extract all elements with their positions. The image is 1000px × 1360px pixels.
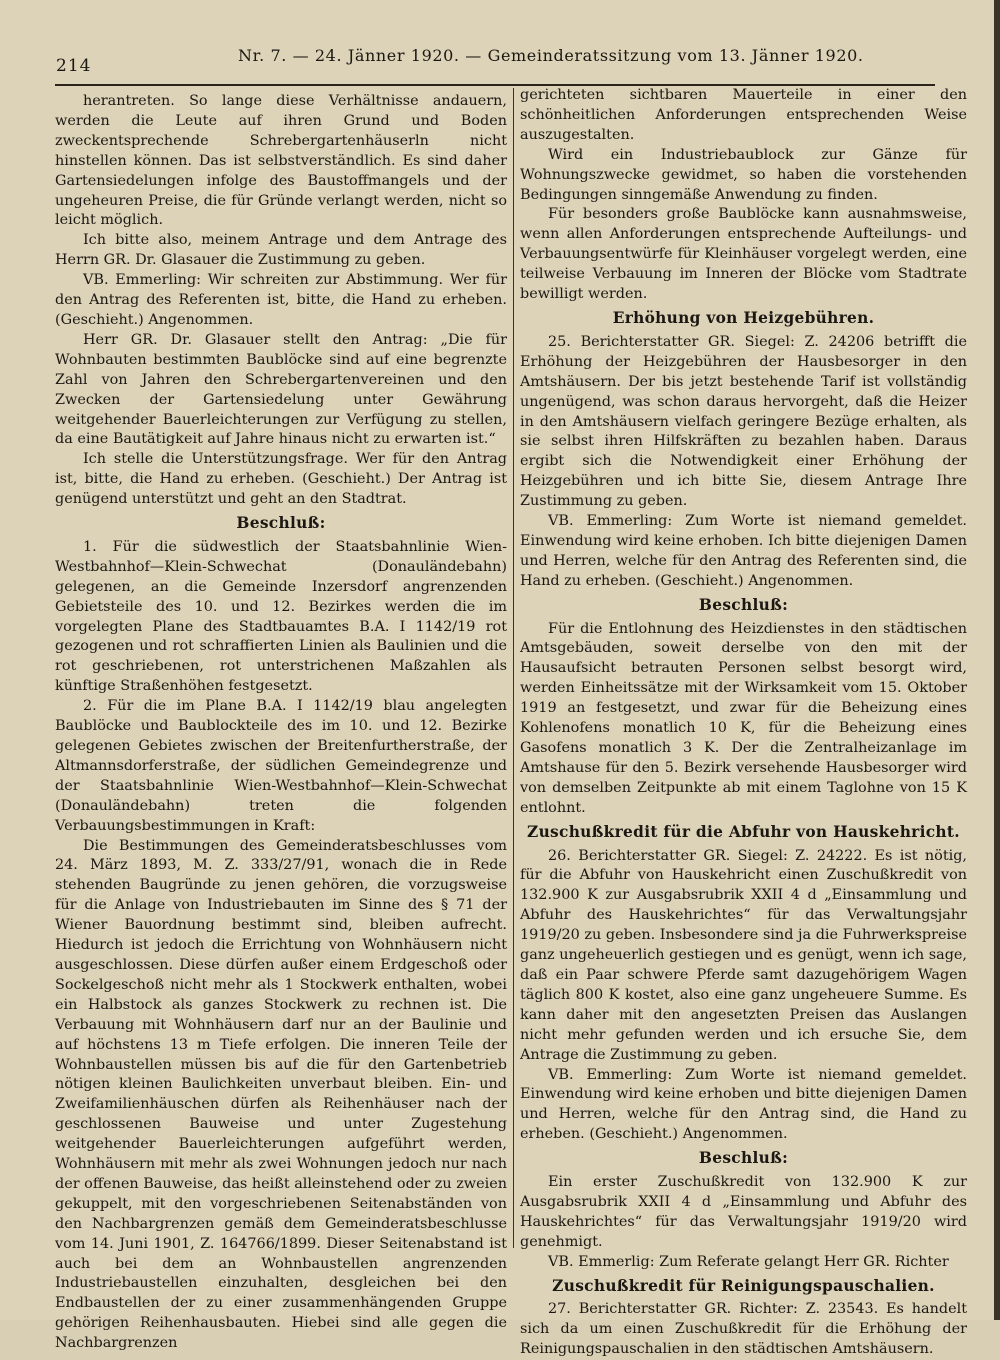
paragraph: VB. Emmerling: Wir schreiten zur Abstimmung. Wer für den Antrag des Referenten ist, bitte, die Hand zu erheben. (Geschieht.) Angenommen. [55,272,507,328]
issue-line: Nr. 7. — 24. Jänner 1920. — Gemeinderatssitzung vom 13. Jänner 1920. [238,46,864,65]
paragraph: Herr GR. Dr. Glasauer stellt den Antrag: „Die für Wohnbauten bestimmten Baublöcke sind auf eine begrenzte Zahl von Jahren den Schrebergartenvereinen und den Zwecken der Gartensiedelung unter Gewährung weitgehender Bauerleichterungen zur Verfügung zu stellen, da eine Bautätigkeit auf Jahre hinaus nicht zu erwarten ist.“ [55,331,507,448]
paragraph: gerichteten sichtbaren Mauerteile in einer den schönheitlichen Anforderungen entsprechenden Weise auszugestalten. [520,87,967,143]
section-heading: Zuschußkredit für die Abfuhr von Hauskehricht. [527,822,960,841]
section-heading: Beschluß: [698,595,789,614]
page-edge-shadow [994,0,1000,1320]
paragraph: Wird ein Industriebaublock zur Gänze für Wohnungszwecke gewidmet, so haben die vorstehenden Bedingungen sinngemäße Anwendung zu finden. [520,146,967,203]
paragraph: herantreten. So lange diese Verhältnisse andauern, werden die Leute auf ihren Grund und Boden zweckentsprechende Schrebergartenhäuserln nicht hinstellen können. Das ist selbstverständlich. Es sind daher Gartensiedelungen infolge des Baustoffmangels und der ungeheuren Preise, die für Gründe verlangt werden, nicht so leicht möglich. [55,93,507,229]
paragraph: VB. Emmerling: Zum Worte ist niemand gemeldet. Einwendung wird keine erhoben und bitte diejenigen Damen und Herren, welche für den Antrag sind, die Hand zu erheben. (Geschieht.) Angenommen. [520,1066,967,1143]
paragraph: VB. Emmerlig: Zum Referate gelangt Herr GR. Richter [548,1253,949,1270]
page-number: 214 [56,56,92,76]
running-header [48,44,938,74]
paragraph: 25. Berichterstatter GR. Siegel: Z. 24206 betrifft die Erhöhung der Heizgebühren der Hausbesorger in den Amtshäusern. Der bis jetzt bestehende Tarif ist vollständig ungenügend, was schon daraus hervorgeht, daß die Heizer in den Amtshäusern vielfach geringere Bezüge erhalten, als sie selbst ihren Hilfskräften zu bezahlen haben. Daraus ergibt sich die Notwendigkeit einer Erhöhung der Heizgebühren und ich bitte Sie, diesem Antrage Ihre Zustimmung zu geben. [520,333,967,510]
section-heading: Zuschußkredit für Reinigungspauschalien. [552,1276,935,1295]
paragraph: Für die Entlohnung des Heizdienstes in den städtischen Amtsgebäuden, soweit derselbe von den mit der Hausaufsicht betrauten Personen selbst besorgt wird, werden Einheitssätze mit der Wirksamkeit vom 15. Oktober 1919 an festgesetzt, und zwar für die Beheizung eines Kohlenofens monatlich 10 K, für die Beheizung eines Gasofens monatlich 3 K. Der die Zentralheizanlage im Amtshause für den 5. Bezirk versehende Hausbesorger wird von demselben Zeitpunkte ab mit einem Taglohne von 15 K entlohnt. [520,620,967,816]
paragraph: Ich stelle die Unterstützungsfrage. Wer für den Antrag ist, bitte, die Hand zu erheben. (Geschieht.) Der Antrag ist genügend unterstützt und geht an den Stadtrat. [55,451,507,508]
section-heading: Beschluß: [236,514,326,533]
paragraph: Für besonders große Baublöcke kann ausnahmsweise, wenn allen Anforderungen entsprechende Aufteilungs- und Verbauungsentwürfe für Kleinhäuser vorgelegt werden, eine teilweise Verbauung im Inneren der Blöcke vom Stadtrate bewilligt werden. [520,206,967,303]
paragraph: 1. Für die südwestlich der Staatsbahnlinie Wien-Westbahnhof—Klein-Schwechat (Donauländebahn) gelegenen, an die Gemeinde Inzersdorf angrenzenden Gebietsteile des 10. und 12. Bezirkes werden die im vorgelegten Plane des Stadtbauamtes B.A. I 1142/19 rot gezogenen und rot schraffierten Linien als Baulinien und die rot geschriebenen, rot unterstrichenen Maßzahlen als künftige Straßenhöhen festgesetzt. [55,538,507,695]
paragraph: Ich bitte also, meinem Antrage und dem Antrage des Herrn GR. Dr. Glasauer die Zustimmung zu geben. [55,232,507,269]
paragraph: Die Bestimmungen des Gemeinderatsbeschlusses vom 24. März 1893, M. Z. 333/27/91, wonach die in Rede stehenden Baugründe zu jenen gehören, die vorzugsweise für die Anlage von Industriebauten im Sinne des § 71 der Wiener Bauordnung bestimmt sind, bleiben aufrecht. Hiedurch ist jedoch die Errichtung von Wohnhäusern nicht ausgeschlossen. Diese dürfen außer einem Erdgeschoß oder Sockelgeschoß nicht mehr als 1 Stockwerk enthalten, wobei ein Halbstock als ganzes Stockwerk zu rechnen ist. Die Verbauung mit Wohnhäusern darf nur an der Baulinie und auf höchstens 13 m Tiefe erfolgen. Die inneren Teile der Wohnbaustellen müssen bis auf die für den Gartenbetrieb nötigen kleinen Baulichkeiten unverbaut bleiben. Ein- und Zweifamilienhäuschen dürfen als Reihenhäuser nach der geschlossenen Bauweise und unter Zugestehung weitgehender Bauerleichterungen aufgeführt werden, Wohnhäusern mit mehr als zwei Wohnungen jedoch nur nach der offenen Bauweise, das heißt alleinstehend oder zu zweien gekuppelt, mit den vorgeschriebenen Seitenabständen von den Nachbargrenzen gemäß dem Gemeinderatsbeschlusse vom 14. Juni 1901, Z. 164766/1899. Dieser Seitenabstand ist auch bei dem an Wohnbaustellen angrenzenden Industriebaustellen einzuhalten, desgleichen bei den Endbaustellen der zu einer zusammenhängenden Gruppe gehörigen Reihenhausbauten. Hiebei sind alle gegen die Nachbargrenzen [55,837,507,1352]
column-divider [513,88,514,1248]
paragraph: Ein erster Zuschußkredit von 132.900 K zur Ausgabsrubrik XXII 4 d „Einsammlung und Abfuhr des Hauskehrichtes“ für das Verwaltungsjahr 1919/20 wird genehmigt. [520,1174,967,1250]
paragraph: 27. Berichterstatter GR. Richter: Z. 23543. Es handelt sich da um einen Zuschußkredit für die Erhöhung der Reinigungspauschalien in den städtischen Amtshäusern. [520,1301,967,1358]
section-heading: Beschluß: [698,1149,789,1168]
paragraph: 26. Berichterstatter GR. Siegel: Z. 24222. Es ist nötig, für die Abfuhr von Hauskehricht einen Zuschußkredit von 132.900 K zur Ausgabsrubrik XXII 4 d „Einsammlung und Abfuhr des Hauskehrichtes“ für das Verwaltungsjahr 1919/20 zu geben. Insbesondere sind ja die Fuhrwerkspreise ganz ungeheuerlich gestiegen und es genügt, wenn ich sage, daß ein Paar schwere Pferde samt dazugehörigem Wagen täglich 800 K kostet, also eine ganz ungeheuere Summe. Es kann daher mit den angesetzten Preisen das Auslangen nicht mehr gefunden werden und ich ersuche Sie, dem Antrage die Zustimmung zu geben. [520,847,967,1063]
right-column [520,86,967,1360]
paragraph: VB. Emmerling: Zum Worte ist niemand gemeldet. Einwendung wird keine erhoben. Ich bitte diejenigen Damen und Herren, welche für den Antrag des Referenten sind, die Hand zu erheben. (Geschieht.) Angenommen. [520,513,967,589]
left-column [55,92,507,1354]
section-heading: Erhöhung von Heizgebühren. [612,308,875,327]
paragraph: 2. Für die im Plane B.A. I 1142/19 blau angelegten Baublöcke und Baublockteile des im 10. und 12. Bezirke gelegenen Gebietes zwischen der Breitenfurtherstraße, der Altmannsdorferstraße, der südlichen Gemeindegrenze und der Staatsbahnlinie Wien-Westbahnhof—Klein-Schwechat (Donauländebahn) treten die folgenden Verbauungsbestimmungen in Kraft: [55,698,507,834]
